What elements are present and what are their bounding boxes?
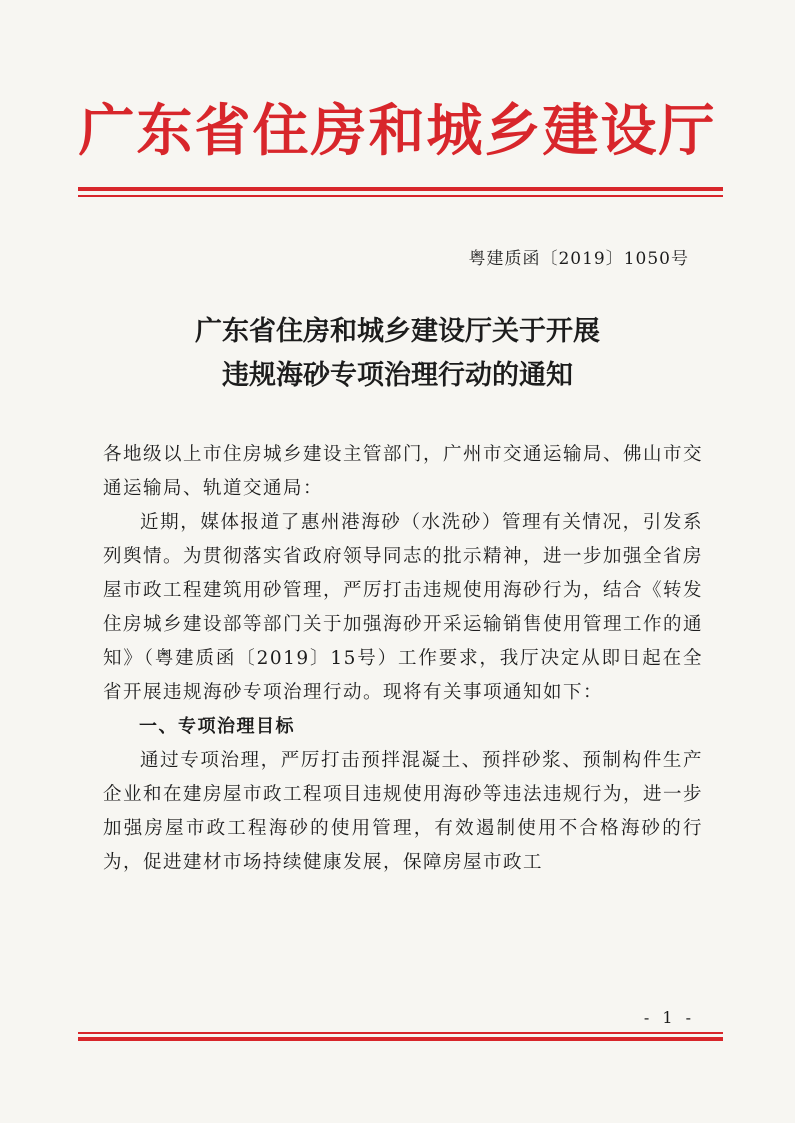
title-line-1: 广东省住房和城乡建设厅关于开展: [195, 316, 600, 347]
document-title: [0, 310, 795, 398]
document-body: [103, 438, 703, 880]
paragraph-intro: 近期，媒体报道了惠州港海砂（水洗砂）管理有关情况，引发系列舆情。为贯彻落实省政府领导同志的批示精神，进一步加强全省房屋市政工程建筑用砂管理，严厉打击违规使用海砂行为，结合《转发住房城乡建设部等部门关于加强海砂开采运输销售使用管理工作的通知》（粤建质函〔2019〕15号）工作要求，我厅决定从即日起在全省开展违规海砂专项治理行动。现将有关事项通知如下：: [103, 512, 704, 703]
title-line-2: 违规海砂专项治理行动的通知: [222, 360, 573, 391]
masthead-title: 广东省住房和城乡建设厅: [78, 98, 717, 164]
section-heading-1: 一、专项治理目标: [139, 716, 295, 737]
footer-rule-thin: [78, 1032, 723, 1034]
page-number: - 1 -: [643, 1008, 695, 1027]
document-number: 粤建质函〔2019〕1050号: [468, 249, 689, 269]
paragraph-target: 通过专项治理，严厉打击预拌混凝土、预拌砂浆、预制构件生产企业和在建房屋市政工程项目违规使用海砂等违法违规行为，进一步加强房屋市政工程海砂的使用管理，有效遏制使用不合格海砂的行为，促进建材市场持续健康发展，保障房屋市政工: [103, 750, 704, 873]
addressee: 各地级以上市住房城乡建设主管部门，广州市交通运输局、佛山市交通运输局、轨道交通局：: [103, 444, 704, 499]
masthead-rule-thin: [78, 195, 723, 197]
masthead-rule-thick: [78, 187, 723, 191]
footer-rule-thick: [78, 1037, 723, 1041]
